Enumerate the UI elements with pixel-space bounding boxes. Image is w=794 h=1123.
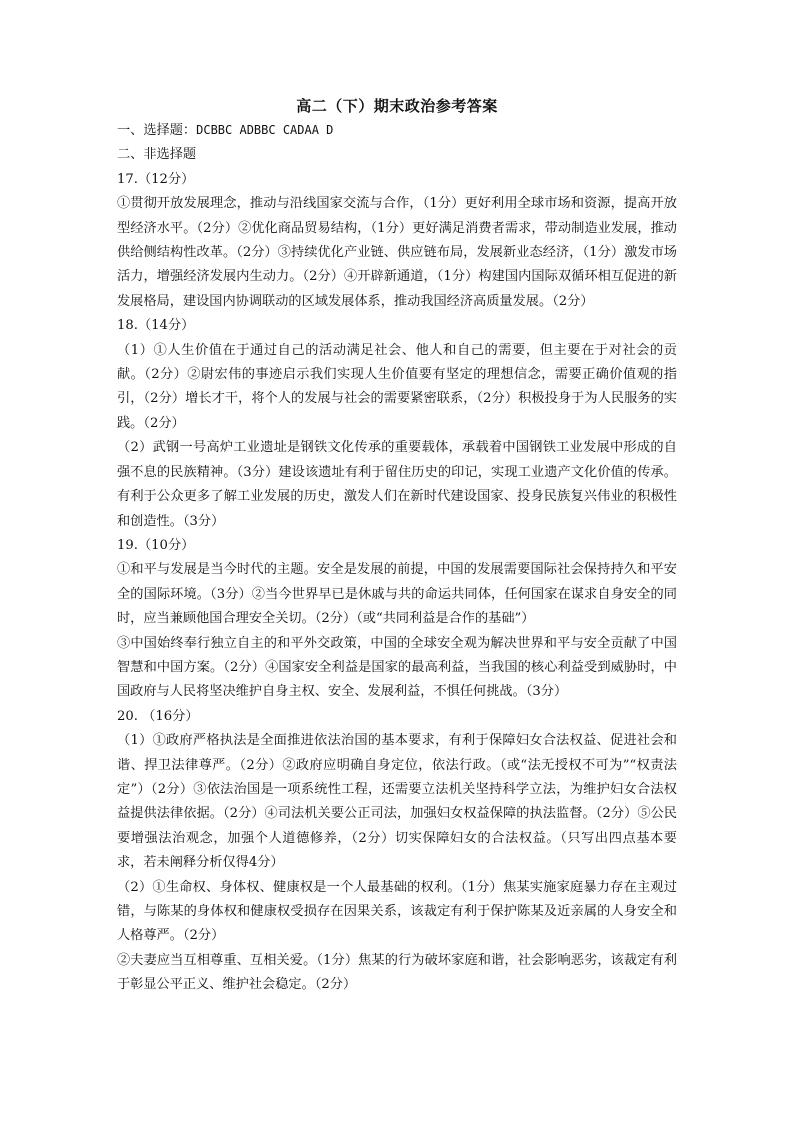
q20-header: 20. （16分） [117,708,199,724]
section1-label: 一、选择题： [117,123,197,138]
document-title: 高二（下）期末政治参考答案 [296,97,498,115]
section1-answers: DCBBC ADBBC CADAA D [196,123,334,137]
q19-part1: ①和平与发展是当今时代的主题。安全是发展的前提，中国的发展需要国际社会保持持久和平安全的国际环境。（3分）②当今世界早已是休戚与共的命运共同体，任何国家在谋求自身安全的同时，应当兼顾他国合理安全关切。（2分）（或“共同利益是合作的基础”） [117,562,677,627]
q20-part3: ②夫妻应当互相尊重、互相关爱。（1分）焦某的行为破坏家庭和谐，社会影响恶劣，该裁定有利于彰显公平正义、维护社会稳定。（2分） [117,952,677,993]
q18-header: 18.（14分） [117,318,195,334]
q20-part2: （2）①生命权、身体权、健康权是一个人最基础的权利。（1分）焦某实施家庭暴力存在主观过错，与陈某的身体权和健康权受损存在因果关系，该裁定有利于保护陈某及近亲属的人身安全和人格尊严。（2分） [117,879,677,944]
q19-part2: ③中国始终奉行独立自主的和平外交政策，中国的全球安全观为解决世界和平与安全贡献了中国智慧和中国方案。（2分）④国家安全利益是国家的最高利益，当我国的核心利益受到威胁时，中国政府与人民将坚决维护自身主权、安全、发展利益，不惧任何挑战。（3分） [117,635,677,700]
q19-header: 19.（10分） [117,537,195,553]
q17-header: 17.（12分） [117,171,195,187]
q18-part1: （1）①人生价值在于通过自己的活动满足社会、他人和自己的需要，但主要在于对社会的贡献。（2分）②尉宏伟的事迹启示我们实现人生价值要有坚定的理想信念，需要正确价值观的指引，（2分）增长才干，将个人的发展与社会的需要紧密联系，（2分）积极投身于为人民服务的实践。（2分） [117,342,677,431]
q17-answer: ①贯彻开放发展理念，推动与沿线国家交流与合作，（1分）更好利用全球市场和资源，提高开放型经济水平。（2分）②优化商品贸易结构，（1分）更好满足消费者需求，带动制造业发展，推动供给侧结构性改革。（2分）③持续优化产业链、供应链布局，发展新业态经济，（1分）激发市场活力，增强经济发展内生动力。（2分）④开辟新通道，（1分）构建国内国际双循环相互促进的新发展格局，建设国内协调联动的区域发展体系，推动我国经济高质量发展。（2分） [117,196,677,309]
q20-part1: （1）①政府严格执法是全面推进依法治国的基本要求，有利于保障妇女合法权益、促进社会和谐、捍卫法律尊严。（2分）②政府应明确自身定位，依法行政。（或“法无授权不可为”“权责法定”）（2分）③依法治国是一项系统性工程，还需要立法机关坚持科学立法，为维护妇女合法权益提供法律依据。（2分）④司法机关要公正司法，加强妇女权益保障的执法监督。（2分）⑤公民要增强法治观念，加强个人道德修养，（2分）切实保障妇女的合法权益。（只写出四点基本要求，若未阐释分析仅得4分） [117,733,677,871]
answer-document [117,94,677,998]
section1-line [117,118,677,143]
section2-label: 二、非选择题 [117,147,197,163]
q18-part2: （2）武钢一号高炉工业遗址是钢铁文化传承的重要载体，承载着中国钢铁工业发展中形成的自强不息的民族精神。（3分）建设该遗址有利于留住历史的印记，实现工业遗产文化价值的传承。有利于公众更多了解工业发展的历史，激发人们在新时代建设国家、投身民族复兴伟业的积极性和创造性。（3分） [117,440,677,529]
